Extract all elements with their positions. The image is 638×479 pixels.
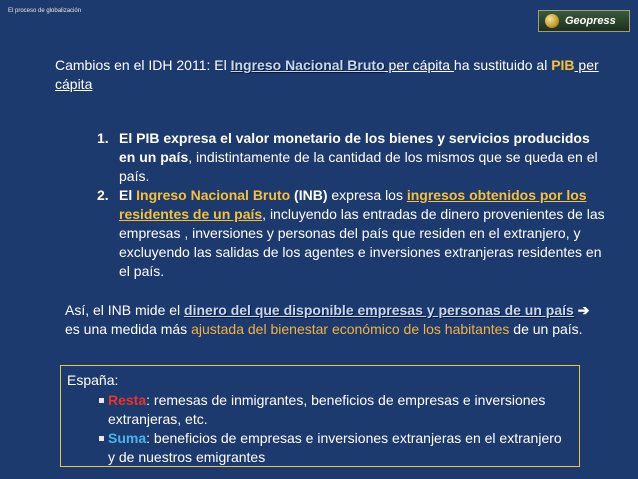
list-number: 2.: [97, 187, 109, 203]
bullet-suma: [99, 429, 569, 467]
title-per-capita: per cápita: [384, 57, 454, 73]
item-text: , incluyendo las entradas de dinero provenientes de las empresas , inversiones y personas del país que residen en el extranjero, y excluyendo las salidas de los agentes e inversiones extranjeras residentes en el país.: [119, 206, 605, 279]
item-inb-acronym: (INB): [290, 187, 328, 203]
title-part: ha sustituido al: [453, 57, 552, 73]
para-emphasis: dinero del que disponible empresas y personas de un país: [184, 302, 574, 318]
geopress-logo: [538, 10, 630, 32]
title-inb: Ingreso Nacional Bruto: [230, 57, 385, 73]
square-bullet-icon: [99, 436, 104, 441]
para-text: Así, el INB mide el: [65, 302, 185, 318]
logo-text: Geopress: [565, 15, 616, 27]
title-part: Cambios en el IDH 2011: El: [55, 57, 231, 73]
item-text: expresa los: [327, 187, 407, 203]
suma-text: : beneficios de empresas e inversiones extranjeras en el extranjero y de nuestros emigrantes: [108, 430, 562, 465]
globe-icon: [545, 14, 559, 28]
list-number: 1.: [97, 130, 109, 146]
para-text: de un país.: [509, 321, 583, 337]
para-highlight: ajustada del bienestar económico de los habitantes: [191, 321, 510, 337]
title-per-capita-2: per cápita: [55, 57, 599, 92]
spain-box: [60, 365, 580, 467]
item-inb: Ingreso Nacional Bruto: [136, 187, 291, 203]
list-item: [97, 186, 607, 281]
box-title: España:: [67, 372, 119, 388]
item-bold: El PIB expresa el valor monetario de los bienes y servicios producidos en un país: [119, 130, 590, 165]
arrow-icon: ➔: [573, 302, 590, 318]
numbered-list: [97, 129, 607, 281]
suma-label: Suma: [108, 430, 147, 446]
title-pib: PIB: [551, 57, 575, 73]
presentation-header: El proceso de globalización: [8, 8, 82, 14]
para-text: es una medida más: [65, 321, 192, 337]
resta-text: : remesas de inmigrantes, beneficios de empresas e inversiones extranjeras, etc.: [108, 392, 546, 427]
resta-label: Resta: [108, 392, 147, 408]
item-text: , indistintamente de la cantidad de los mismos que se queda en el país.: [119, 149, 598, 184]
list-item: [97, 129, 607, 186]
slide-title: [55, 56, 615, 94]
bullet-resta: [99, 391, 569, 429]
item-ingresos: ingresos obtenidos por los residentes de un país: [119, 187, 587, 222]
square-bullet-icon: [99, 398, 104, 403]
summary-paragraph: [65, 301, 600, 339]
item-bold: El: [119, 187, 137, 203]
